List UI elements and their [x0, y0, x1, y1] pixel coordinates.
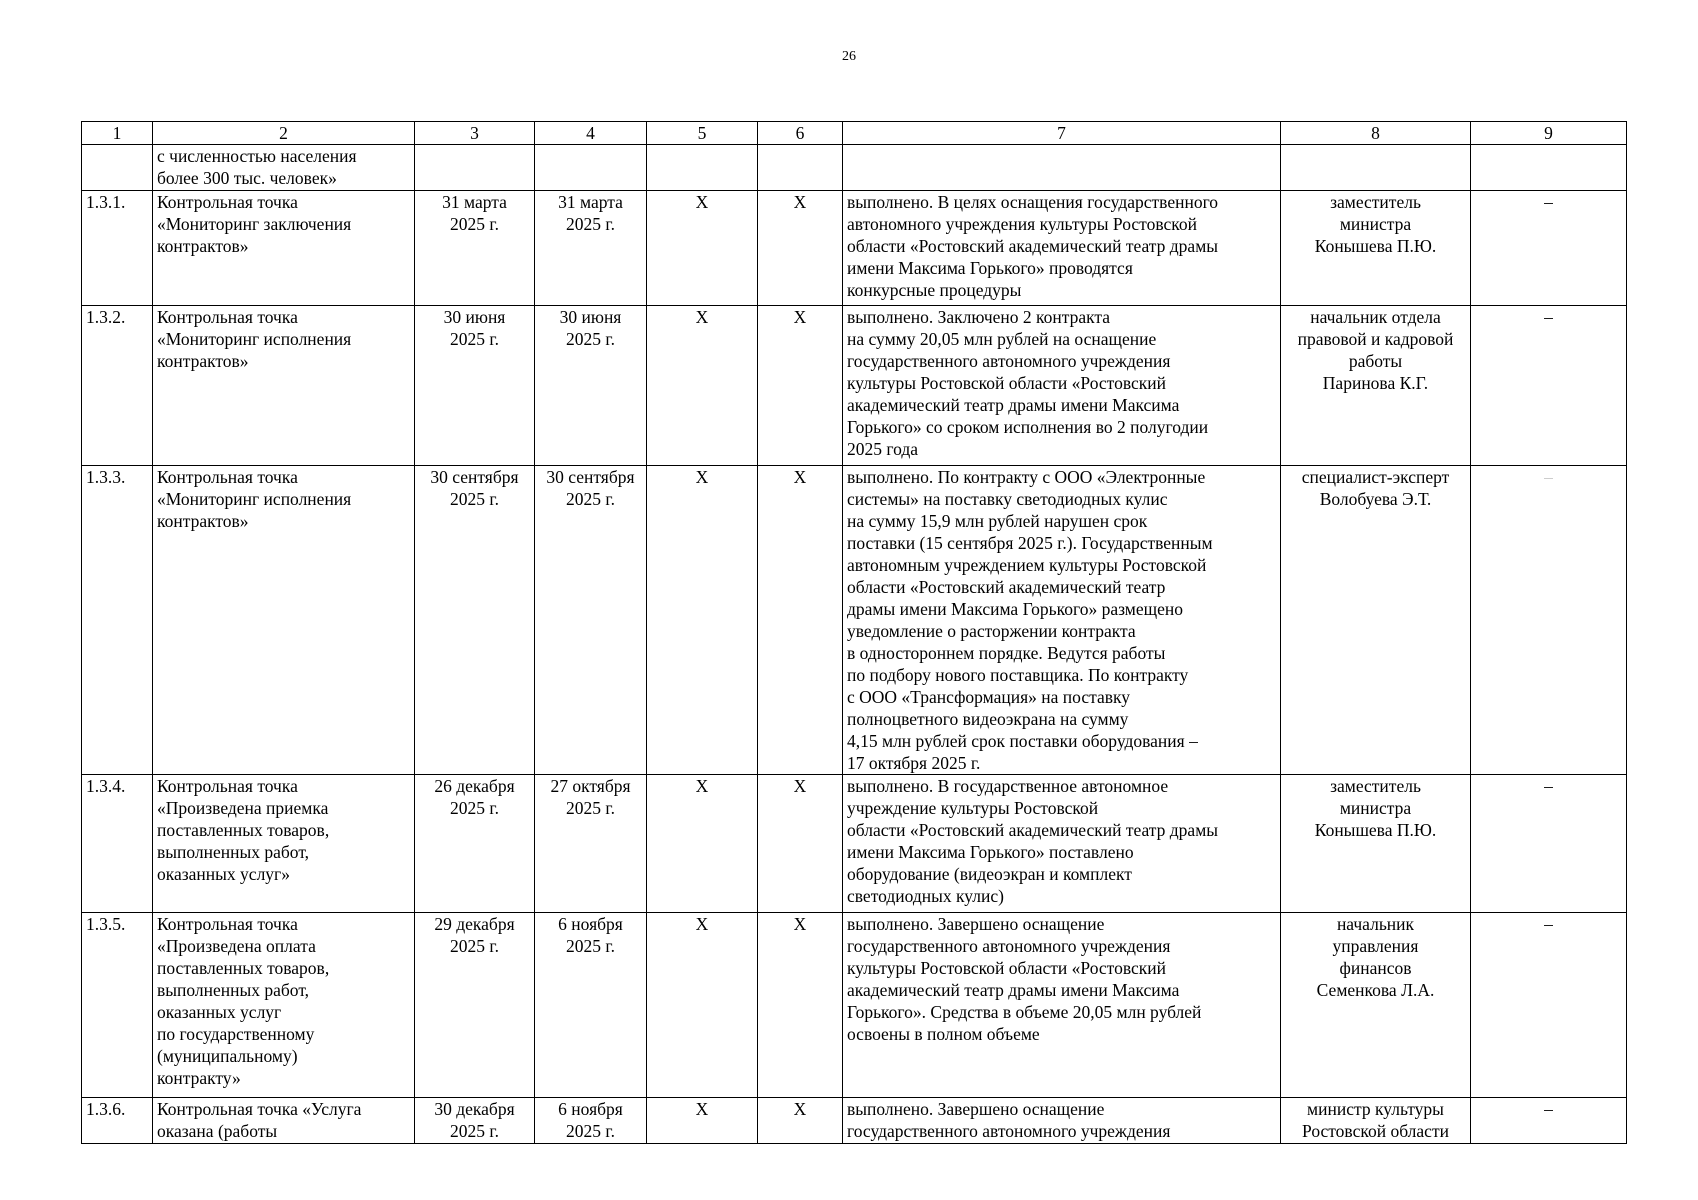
cell-number — [82, 145, 153, 191]
text-line: 30 сентября — [430, 467, 519, 487]
table-row — [82, 1098, 1627, 1144]
table-row — [82, 466, 1627, 775]
text-line: по подбору нового поставщика. По контракту — [847, 665, 1189, 685]
column-header: 8 — [1281, 122, 1471, 145]
text-line: Семенкова Л.А. — [1316, 980, 1435, 1000]
text-line: управления — [1332, 936, 1419, 956]
text-line: 30 июня — [443, 307, 506, 327]
text-line: 17 октября 2025 г. — [847, 753, 981, 773]
text-line: контрактов» — [157, 236, 249, 256]
text-line: 2025 г. — [566, 214, 615, 234]
text-line: 31 марта — [442, 192, 507, 212]
cell-col6: Х — [758, 191, 843, 306]
table-row — [82, 306, 1627, 466]
text-line: области «Ростовский академический театр драмы — [847, 236, 1219, 256]
cell-col9: – — [1471, 775, 1627, 913]
cell-name — [153, 145, 415, 191]
text-line: академический театр драмы имени Максима — [847, 395, 1180, 415]
text-line: Волобуева Э.Т. — [1319, 489, 1432, 509]
text-line: светодиодных кулис) — [847, 886, 1004, 906]
cell-number: 1.3.5. — [82, 913, 153, 1098]
text-line: Горького». Средства в объеме 20,05 млн рублей — [847, 1002, 1202, 1022]
cell-number: 1.3.1. — [82, 191, 153, 306]
text-line: 30 сентября — [546, 467, 635, 487]
cell-col9: – — [1471, 191, 1627, 306]
text-line: выполнено. Завершено оснащение — [847, 914, 1105, 934]
text-line: 2025 г. — [450, 214, 499, 234]
cell-status — [843, 1098, 1281, 1144]
text-line: полноцветного видеоэкрана на сумму — [847, 709, 1129, 729]
text-line: 2025 г. — [450, 1121, 499, 1141]
page-number: 26 — [842, 49, 856, 64]
text-line: выполнено. В целях оснащения государственного — [847, 192, 1219, 212]
cell-fact-date — [535, 466, 647, 775]
text-line: освоены в полном объеме — [847, 1024, 1040, 1044]
text-line: 30 декабря — [434, 1099, 515, 1119]
cell-fact-date — [535, 775, 647, 913]
text-line: (муниципальному) — [157, 1046, 298, 1066]
text-line: 2025 г. — [566, 1121, 615, 1141]
cell-col9: – — [1471, 466, 1627, 775]
text-line: конкурсные процедуры — [847, 280, 1022, 300]
cell-number: 1.3.2. — [82, 306, 153, 466]
text-line: более 300 тыс. человек» — [157, 168, 337, 188]
text-line: 2025 г. — [450, 329, 499, 349]
cell-plan-date — [415, 306, 535, 466]
text-line: Ростовской области — [1302, 1121, 1449, 1141]
text-line: оказана (работы — [157, 1121, 278, 1141]
cell-number: 1.3.3. — [82, 466, 153, 775]
column-header: 2 — [153, 122, 415, 145]
cell-col9: – — [1471, 1098, 1627, 1144]
text-line: поставленных товаров, — [157, 958, 330, 978]
column-header: 5 — [647, 122, 758, 145]
text-line: Контрольная точка «Услуга — [157, 1099, 362, 1119]
text-line: системы» на поставку светодиодных кулис — [847, 489, 1168, 509]
cell-status — [843, 466, 1281, 775]
cell-fact-date — [535, 145, 647, 191]
text-line: министра — [1339, 214, 1412, 234]
text-line: с ООО «Трансформация» на поставку — [847, 687, 1130, 707]
text-line: драмы имени Максима Горького» размещено — [847, 599, 1183, 619]
cell-plan-date — [415, 466, 535, 775]
cell-col5: Х — [647, 306, 758, 466]
cell-responsible — [1281, 775, 1471, 913]
text-line: Паринова К.Г. — [1322, 373, 1429, 393]
text-line: Контрольная точка — [157, 914, 298, 934]
text-line: правовой и кадровой — [1297, 329, 1454, 349]
cell-responsible — [1281, 306, 1471, 466]
text-line: 2025 г. — [566, 329, 615, 349]
text-line: в одностороннем порядке. Ведутся работы — [847, 643, 1166, 663]
cell-col9: – — [1471, 306, 1627, 466]
cell-plan-date — [415, 1098, 535, 1144]
column-header: 3 — [415, 122, 535, 145]
text-line: на сумму 15,9 млн рублей нарушен срок — [847, 511, 1148, 531]
text-line: «Мониторинг исполнения — [157, 489, 352, 509]
cell-col5: Х — [647, 466, 758, 775]
text-line: министр культуры — [1307, 1099, 1444, 1119]
text-line: 6 ноября — [558, 914, 623, 934]
cell-col5: Х — [647, 1098, 758, 1144]
text-line: Контрольная точка — [157, 307, 298, 327]
text-line: 27 октября — [550, 776, 631, 796]
cell-name — [153, 191, 415, 306]
text-line: государственного автономного учреждения — [847, 351, 1171, 371]
text-line: 2025 г. — [566, 798, 615, 818]
text-line: оказанных услуг — [157, 1002, 282, 1022]
cell-name — [153, 775, 415, 913]
text-line: с численностью населения — [157, 146, 357, 166]
cell-status — [843, 913, 1281, 1098]
cell-responsible — [1281, 1098, 1471, 1144]
text-line: Контрольная точка — [157, 776, 298, 796]
cell-responsible — [1281, 145, 1471, 191]
cell-col6: Х — [758, 775, 843, 913]
text-line: государственного автономного учреждения — [847, 1121, 1171, 1141]
cell-name — [153, 466, 415, 775]
cell-name — [153, 1098, 415, 1144]
cell-col6: Х — [758, 1098, 843, 1144]
table-row — [82, 191, 1627, 306]
text-line: заместитель — [1330, 776, 1421, 796]
text-line: 2025 г. — [566, 489, 615, 509]
text-line: поставленных товаров, — [157, 820, 330, 840]
text-line: начальник — [1336, 914, 1415, 934]
text-line: «Произведена оплата — [157, 936, 316, 956]
column-header: 4 — [535, 122, 647, 145]
text-line: Контрольная точка — [157, 467, 298, 487]
cell-status — [843, 191, 1281, 306]
text-line: выполнено. В государственное автономное — [847, 776, 1169, 796]
cell-col6: Х — [758, 306, 843, 466]
text-line: Конышева П.Ю. — [1314, 236, 1437, 256]
text-line: Горького» со сроком исполнения во 2 полугодии — [847, 417, 1209, 437]
text-line: академический театр драмы имени Максима — [847, 980, 1180, 1000]
cell-fact-date — [535, 306, 647, 466]
continuation-row — [82, 145, 1627, 191]
column-header: 9 — [1471, 122, 1627, 145]
cell-fact-date — [535, 1098, 647, 1144]
column-header: 7 — [843, 122, 1281, 145]
text-line: контрактов» — [157, 511, 249, 531]
cell-col6: Х — [758, 913, 843, 1098]
cell-status — [843, 775, 1281, 913]
table-row — [82, 913, 1627, 1098]
cell-responsible — [1281, 466, 1471, 775]
text-line: на сумму 20,05 млн рублей на оснащение — [847, 329, 1157, 349]
text-line: 4,15 млн рублей срок поставки оборудования – — [847, 731, 1198, 751]
text-line: поставки (15 сентября 2025 г.). Государственным — [847, 533, 1213, 553]
table-row — [82, 775, 1627, 913]
cell-responsible — [1281, 191, 1471, 306]
cell-col9 — [1471, 145, 1627, 191]
text-line: культуры Ростовской области «Ростовский — [847, 958, 1166, 978]
column-number-header-row — [82, 122, 1627, 145]
cell-col6: Х — [758, 466, 843, 775]
text-line: выполненных работ, — [157, 842, 310, 862]
text-line: заместитель — [1330, 192, 1421, 212]
text-line: 30 июня — [559, 307, 622, 327]
cell-number: 1.3.6. — [82, 1098, 153, 1144]
text-line: 2025 года — [847, 439, 919, 459]
text-line: министра — [1339, 798, 1412, 818]
cell-col5 — [647, 145, 758, 191]
text-line: «Произведена приемка — [157, 798, 329, 818]
cell-plan-date — [415, 775, 535, 913]
text-line: области «Ростовский академический театр драмы — [847, 820, 1219, 840]
text-line: по государственному — [157, 1024, 315, 1044]
text-line: «Мониторинг исполнения — [157, 329, 352, 349]
cell-number: 1.3.4. — [82, 775, 153, 913]
cell-name — [153, 913, 415, 1098]
text-line: работы — [1348, 351, 1403, 371]
text-line: выполнено. Завершено оснащение — [847, 1099, 1105, 1119]
text-line: имени Максима Горького» поставлено — [847, 842, 1134, 862]
cell-col5: Х — [647, 913, 758, 1098]
cell-col6 — [758, 145, 843, 191]
text-line: начальник отдела — [1310, 307, 1441, 327]
cell-fact-date — [535, 191, 647, 306]
text-line: «Мониторинг заключения — [157, 214, 352, 234]
text-line: 29 декабря — [434, 914, 515, 934]
text-line: автономного учреждения культуры Ростовской — [847, 214, 1197, 234]
column-header: 6 — [758, 122, 843, 145]
text-line: выполнено. Заключено 2 контракта — [847, 307, 1111, 327]
cell-col9: – — [1471, 913, 1627, 1098]
text-line: оборудование (видеоэкран и комплект — [847, 864, 1132, 884]
text-line: 2025 г. — [450, 489, 499, 509]
text-line: Конышева П.Ю. — [1314, 820, 1437, 840]
text-line: выполнено. По контракту с ООО «Электронные — [847, 467, 1206, 487]
cell-plan-date — [415, 191, 535, 306]
column-header: 1 — [82, 122, 153, 145]
cell-plan-date — [415, 145, 535, 191]
text-line: государственного автономного учреждения — [847, 936, 1171, 956]
text-line: выполненных работ, — [157, 980, 310, 1000]
text-line: культуры Ростовской области «Ростовский — [847, 373, 1166, 393]
cell-col5: Х — [647, 191, 758, 306]
text-line: учреждение культуры Ростовской — [847, 798, 1099, 818]
cell-name — [153, 306, 415, 466]
text-line: 2025 г. — [450, 798, 499, 818]
text-line: 2025 г. — [566, 936, 615, 956]
text-line: 6 ноября — [558, 1099, 623, 1119]
cell-responsible — [1281, 913, 1471, 1098]
control-points-table — [81, 121, 1627, 1144]
text-line: 2025 г. — [450, 936, 499, 956]
text-line: уведомление о расторжении контракта — [847, 621, 1136, 641]
text-line: Контрольная точка — [157, 192, 298, 212]
cell-col5: Х — [647, 775, 758, 913]
text-line: имени Максима Горького» проводятся — [847, 258, 1133, 278]
text-line: 26 декабря — [434, 776, 515, 796]
text-line: финансов — [1339, 958, 1412, 978]
text-line: оказанных услуг» — [157, 864, 290, 884]
cell-plan-date — [415, 913, 535, 1098]
text-line: автономным учреждением культуры Ростовской — [847, 555, 1207, 575]
text-line: 31 марта — [558, 192, 623, 212]
text-line: контракту» — [157, 1068, 241, 1088]
cell-status — [843, 145, 1281, 191]
cell-status — [843, 306, 1281, 466]
text-line: специалист-эксперт — [1301, 467, 1450, 487]
text-line: области «Ростовский академический театр — [847, 577, 1166, 597]
cell-fact-date — [535, 913, 647, 1098]
text-line: контрактов» — [157, 351, 249, 371]
